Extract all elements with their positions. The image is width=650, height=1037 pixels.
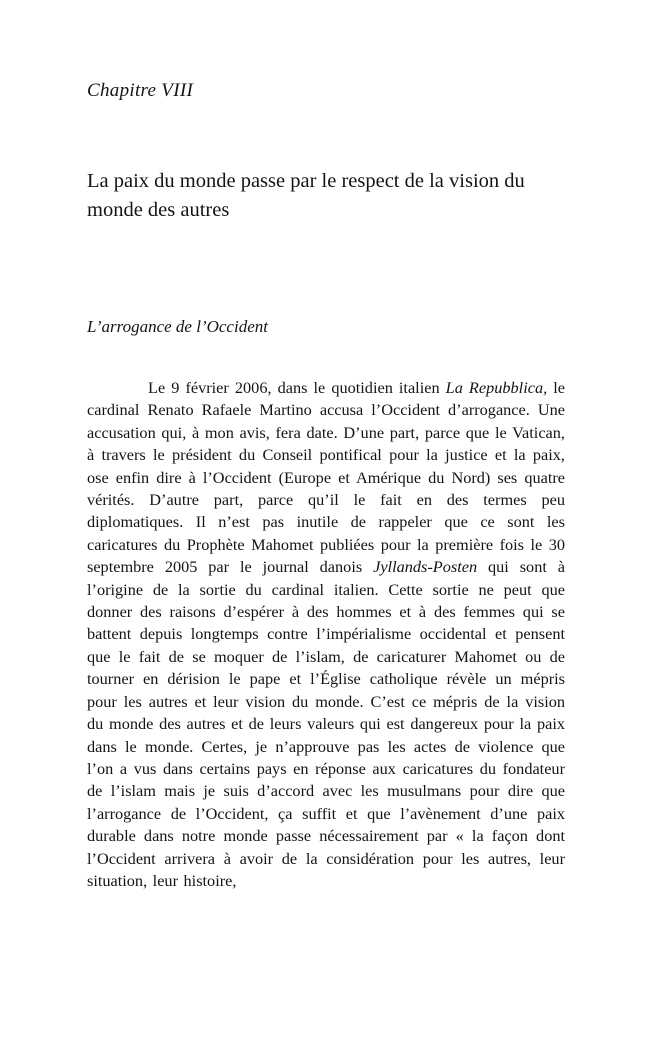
newspaper-title-jyllands-posten: Jyllands-Posten [373, 557, 478, 577]
chapter-label: Chapitre VIII [87, 80, 194, 101]
chapter-title: La paix du monde passe par le respect de la vision du monde des autres [87, 170, 525, 221]
paragraph-segment: qui sont à l’origine de la sortie du cardinal italien. Cette sortie ne peut que donner des raisons d’espérer à des hommes et à des femmes qui se battent depuis longtemps contre l’impérialisme occidental et pensent que le fait de se moquer de l’islam, de caricaturer Mahomet ou de tourner en dérision le pape et l’Église catholique révèle un mépris pour les autres et leur vision du monde. C’est ce mépris de la vision du monde des autres et de leurs valeurs qui est dangereux pour la paix dans le monde. Certes, je n’approuve pas les actes de violence que l’on a vus dans certains pays en réponse aux caricatures du fondateur de l’islam mais je suis d’accord avec les musulmans pour dire que l’arrogance de l’Occident, ça suffit et que l’avènement d’une paix durable dans notre monde passe nécessairement par « la façon dont l’Occident arrivera à avoir de la considération pour les autres, leur situation, leur histoire, [87, 557, 565, 890]
section-heading: L’arrogance de l’Occident [87, 317, 268, 336]
paragraph-segment: Le 9 février 2006, dans le quotidien italien [148, 378, 446, 397]
paragraph-segment: le cardinal Renato Rafaele Martino accusa l’Occident d’arrogance. Une accusation qui, à mon avis, fera date. D’une part, parce que le Vatican, à travers le président du Conseil pontifical pour la justice et la paix, ose enfin dire à l’Occident (Europe et Amérique du Nord) ses quatre vérités. D’autre part, parce qu’il le fait en des termes peu diplomatiques. Il n’est pas inutile de rappeler que ce sont les caricatures du Prophète Mahomet publiées pour la première fois le 30 septembre 2005 par le journal danois [87, 378, 565, 577]
newspaper-title-la-repubblica: La Repubblica, [445, 378, 548, 397]
body-paragraph [87, 377, 565, 892]
